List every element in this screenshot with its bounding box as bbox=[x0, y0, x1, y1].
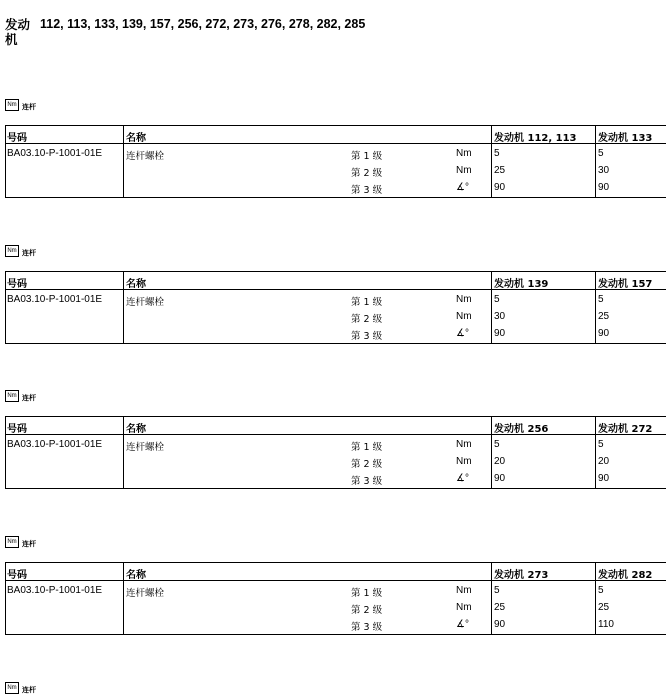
engine-2-value: 5 bbox=[598, 294, 604, 305]
col-header-name: 名称 bbox=[126, 133, 146, 144]
part-number: BA03.10-P-1001-01E bbox=[7, 585, 103, 596]
stage-label: 第 3 级 bbox=[351, 476, 383, 487]
section-label: 连杆 bbox=[22, 249, 36, 257]
engine-1-value: 90 bbox=[494, 328, 506, 339]
col-header-name: 名称 bbox=[126, 570, 146, 581]
col-header-engine-2: 发动机 272 bbox=[598, 424, 653, 435]
engine-1-value: 90 bbox=[494, 473, 506, 484]
col-header-number: 号码 bbox=[7, 133, 27, 144]
torque-table bbox=[5, 271, 666, 344]
header-label: 发动机 bbox=[5, 17, 31, 47]
stage-label: 第 3 级 bbox=[351, 185, 383, 196]
engine-2-value: 110 bbox=[598, 619, 614, 630]
col-header-engine-2: 发动机 133 bbox=[598, 133, 653, 144]
col-header-number: 号码 bbox=[7, 424, 27, 435]
angle-icon: ∡° bbox=[456, 182, 469, 193]
col-header-engine-2: 发动机 282 bbox=[598, 570, 653, 581]
engine-2-value: 5 bbox=[598, 148, 604, 159]
stage-label: 第 1 级 bbox=[351, 297, 383, 308]
angle-icon: ∡° bbox=[456, 328, 469, 339]
engine-2-value: 5 bbox=[598, 439, 604, 450]
engine-2-value: 25 bbox=[598, 602, 610, 613]
nm-icon: Nm bbox=[5, 682, 19, 694]
stage-label: 第 2 级 bbox=[351, 605, 383, 616]
part-name: 连杆螺栓 bbox=[126, 151, 165, 162]
part-name: 连杆螺栓 bbox=[126, 297, 165, 308]
nm-icon: Nm bbox=[5, 390, 19, 402]
torque-table bbox=[5, 416, 666, 489]
col-header-number: 号码 bbox=[7, 279, 27, 290]
angle-icon: ∡° bbox=[456, 619, 469, 630]
engine-1-value: 5 bbox=[494, 439, 500, 450]
engine-2-value: 30 bbox=[598, 165, 610, 176]
col-header-engine-2: 发动机 157 bbox=[598, 279, 653, 290]
engine-2-value: 90 bbox=[598, 328, 610, 339]
stage-label: 第 1 级 bbox=[351, 442, 383, 453]
unit-label: Nm bbox=[456, 602, 472, 613]
unit-label: Nm bbox=[456, 148, 472, 159]
part-number: BA03.10-P-1001-01E bbox=[7, 439, 103, 450]
engine-2-value: 25 bbox=[598, 311, 610, 322]
section-label: 连杆 bbox=[22, 394, 36, 402]
engine-1-value: 5 bbox=[494, 148, 500, 159]
part-number: BA03.10-P-1001-01E bbox=[7, 294, 103, 305]
part-name: 连杆螺栓 bbox=[126, 588, 165, 599]
engine-1-value: 25 bbox=[494, 165, 506, 176]
torque-table bbox=[5, 125, 666, 198]
engine-1-value: 90 bbox=[494, 619, 506, 630]
stage-label: 第 1 级 bbox=[351, 151, 383, 162]
stage-label: 第 2 级 bbox=[351, 168, 383, 179]
unit-label: Nm bbox=[456, 456, 472, 467]
section-label: 连杆 bbox=[22, 686, 36, 694]
unit-label: Nm bbox=[456, 165, 472, 176]
col-header-name: 名称 bbox=[126, 424, 146, 435]
engine-2-value: 90 bbox=[598, 473, 610, 484]
engine-1-value: 30 bbox=[494, 311, 506, 322]
section-label: 连杆 bbox=[22, 540, 36, 548]
angle-icon: ∡° bbox=[456, 473, 469, 484]
nm-icon: Nm bbox=[5, 245, 19, 257]
col-header-engine-1: 发动机 112, 113 bbox=[494, 133, 577, 144]
nm-icon: Nm bbox=[5, 99, 19, 111]
unit-label: Nm bbox=[456, 311, 472, 322]
stage-label: 第 2 级 bbox=[351, 314, 383, 325]
engine-1-value: 5 bbox=[494, 294, 500, 305]
part-number: BA03.10-P-1001-01E bbox=[7, 148, 103, 159]
header-engine-list: 112, 113, 133, 139, 157, 256, 272, 273, 276, 278, 282, 285 bbox=[40, 17, 366, 31]
torque-table bbox=[5, 562, 666, 635]
col-header-name: 名称 bbox=[126, 279, 146, 290]
engine-1-value: 25 bbox=[494, 602, 506, 613]
engine-1-value: 5 bbox=[494, 585, 500, 596]
engine-2-value: 20 bbox=[598, 456, 610, 467]
col-header-number: 号码 bbox=[7, 570, 27, 581]
unit-label: Nm bbox=[456, 439, 472, 450]
col-header-engine-1: 发动机 139 bbox=[494, 279, 549, 290]
stage-label: 第 2 级 bbox=[351, 459, 383, 470]
stage-label: 第 3 级 bbox=[351, 331, 383, 342]
stage-label: 第 1 级 bbox=[351, 588, 383, 599]
stage-label: 第 3 级 bbox=[351, 622, 383, 633]
engine-2-value: 90 bbox=[598, 182, 610, 193]
section-label: 连杆 bbox=[22, 103, 36, 111]
engine-2-value: 5 bbox=[598, 585, 604, 596]
nm-icon: Nm bbox=[5, 536, 19, 548]
col-header-engine-1: 发动机 256 bbox=[494, 424, 549, 435]
unit-label: Nm bbox=[456, 294, 472, 305]
unit-label: Nm bbox=[456, 585, 472, 596]
col-header-engine-1: 发动机 273 bbox=[494, 570, 549, 581]
part-name: 连杆螺栓 bbox=[126, 442, 165, 453]
engine-1-value: 90 bbox=[494, 182, 506, 193]
engine-1-value: 20 bbox=[494, 456, 506, 467]
